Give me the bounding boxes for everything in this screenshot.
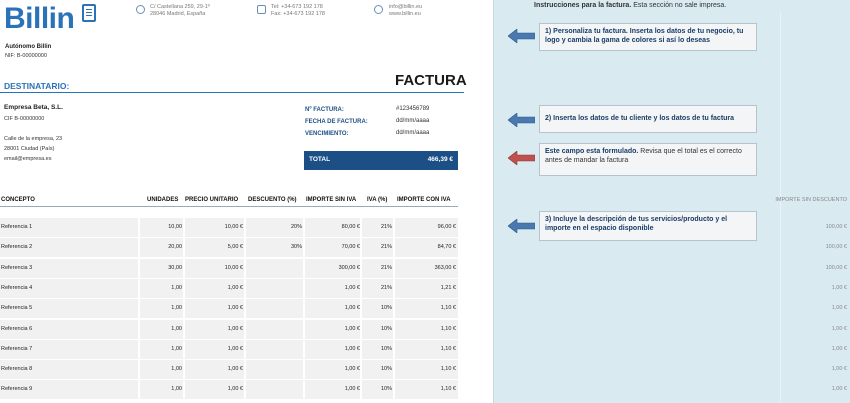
instruction-note-4-text: 3) Incluye la descripción de tus servicios/producto y el importe en el espacio disponible: [545, 216, 728, 232]
instruction-note-3-bold: Este campo esta formulado.: [545, 148, 639, 155]
total-label: TOTAL: [309, 156, 331, 163]
recipient-street: Calle de la empresa, 23: [4, 136, 63, 142]
contact-email: info@billin.eu: [389, 4, 423, 10]
table-cell: [246, 380, 302, 399]
table-row: [0, 218, 458, 237]
issuer-name: Autónomo Billin: [5, 44, 52, 50]
table-cell: 21%: [380, 264, 392, 271]
table-cell: 80,00 €: [341, 224, 360, 230]
table-cell: 1,00: [171, 325, 182, 332]
table-cell: [246, 299, 302, 318]
panel-heading-bold: Instrucciones para la factura.: [534, 2, 632, 9]
table-cell: 96,00 €: [437, 224, 456, 230]
invoice-due-label: VENCIMIENTO:: [305, 131, 349, 137]
table-cell: 21%: [380, 284, 392, 291]
table-cell: 10%: [380, 325, 392, 332]
table-cell: 30,00: [168, 264, 182, 271]
table-cell: 1,00: [171, 305, 182, 312]
table-cell: 84,70 €: [437, 244, 456, 251]
address-line-2: 28046 Madrid, España: [150, 11, 206, 17]
table-cell: [246, 279, 302, 298]
table-cell: 10%: [380, 366, 392, 373]
recipient-section-title: DESTINATARIO:: [4, 81, 70, 91]
table-row: [0, 320, 458, 339]
table-cell: 10,00 €: [224, 224, 243, 230]
arrow-left-icon: [508, 113, 535, 127]
side-value: 1,00 €: [831, 284, 847, 291]
instruction-note-3: [539, 143, 757, 176]
recipient-cif: CIF B-00000000: [4, 116, 45, 122]
contact-fax: Fax: +34-673 192 178: [271, 11, 325, 17]
invoice-date: dd/mm/aaaa: [396, 118, 430, 124]
table-cell: 1,21 €: [440, 284, 456, 291]
table-cell: [246, 340, 302, 359]
table-row: [0, 299, 458, 318]
table-row: [0, 360, 458, 379]
table-cell: 363,00 €: [434, 264, 456, 271]
side-value: 1,00 €: [831, 386, 847, 393]
table-cell: 1,00 €: [344, 386, 360, 393]
table-cell: 10%: [380, 305, 392, 312]
table-cell: 1,10 €: [440, 366, 456, 373]
table-cell: 10,00: [168, 224, 182, 230]
arrow-left-icon: [508, 29, 535, 43]
table-cell: 1,00 €: [227, 345, 243, 352]
table-cell: [246, 360, 302, 379]
table-cell: 1,00: [171, 386, 182, 393]
total-amount: 466,39 €: [427, 156, 453, 163]
table-cell: 10,00 €: [224, 264, 243, 271]
table-cell: [246, 259, 302, 278]
billin-logo: Billin: [4, 2, 75, 35]
table-row: [0, 380, 458, 399]
table-cell: 1,10 €: [440, 386, 456, 393]
instruction-note-3-rest: Revisa que el total es el correcto antes de mandar la factura: [545, 148, 742, 164]
contact-tel: Tel: +34-673 192 178: [271, 4, 323, 10]
header-divider: [0, 92, 464, 93]
instruction-note-1: [539, 23, 757, 51]
table-cell: 20%: [290, 224, 302, 230]
arrow-left-icon: [508, 219, 535, 233]
table-cell: Referencia 4: [1, 284, 33, 291]
table-cell: 1,00: [171, 345, 182, 352]
arrow-left-warning-icon: [508, 151, 535, 165]
side-value: 1,00 €: [831, 366, 847, 373]
table-row: [0, 238, 458, 257]
issuer-nif: NIF: B-00000000: [5, 53, 47, 59]
invoice-date-label: FECHA DE FACTURA:: [305, 119, 368, 125]
document-logo-icon: [82, 4, 96, 22]
table-cell: Referencia 5: [1, 305, 33, 312]
column-gridline: [780, 12, 781, 403]
table-cell: 1,10 €: [440, 305, 456, 312]
table-cell: [246, 320, 302, 339]
table-cell: 21%: [380, 244, 392, 251]
side-value: 1,00 €: [831, 325, 847, 332]
table-row: [0, 340, 458, 359]
col-unidades: UNIDADES: [147, 197, 179, 203]
table-cell: 1,00: [171, 366, 182, 373]
address-line-1: C/ Castellana 259, 29-1º: [150, 4, 210, 10]
table-cell: 1,00 €: [227, 386, 243, 393]
table-cell: 20,00: [168, 244, 182, 251]
instructions-panel: [493, 0, 850, 403]
table-cell: 1,00 €: [344, 366, 360, 373]
table-cell: Referencia 7: [1, 345, 33, 352]
table-cell: 10%: [380, 345, 392, 352]
invoice-number: #123456789: [396, 106, 430, 112]
table-cell: 30%: [290, 244, 302, 251]
panel-heading-rest: Esta sección no sale impresa.: [631, 2, 727, 9]
invoice-title: FACTURA: [395, 72, 467, 89]
recipient-company: Empresa Beta, S.L.: [4, 104, 63, 111]
instruction-note-2-text: 2) Inserta los datos de tu cliente y los datos de tu factura: [545, 115, 735, 122]
table-cell: 70,00 €: [341, 244, 360, 251]
table-cell: 1,00 €: [227, 366, 243, 373]
table-cell: Referencia 3: [1, 264, 33, 271]
table-cell: Referencia 1: [1, 224, 33, 230]
side-value: 1,00 €: [831, 305, 847, 312]
table-cell: Referencia 9: [1, 386, 33, 393]
table-cell: 1,10 €: [440, 325, 456, 332]
table-cell: 1,00 €: [227, 284, 243, 291]
total-box: [304, 151, 458, 170]
phone-icon: [257, 5, 266, 14]
instruction-note-1-text: 1) Personaliza tu factura. Inserta los datos de tu negocio, tu logo y cambia la gama de colores si así lo deseas: [545, 28, 744, 44]
location-icon: [136, 5, 145, 14]
col-concepto: CONCEPTO: [1, 197, 35, 203]
contact-web: www.billin.eu: [389, 11, 421, 17]
table-cell: Referencia 6: [1, 325, 33, 332]
table-cell: 21%: [380, 224, 392, 230]
table-cell: 1,00 €: [344, 325, 360, 332]
panel-heading: [534, 2, 726, 9]
col-importe-sin-iva: IMPORTE SIN IVA: [306, 197, 357, 203]
col-precio-unitario: PRECIO UNITARIO: [185, 197, 239, 203]
instruction-note-4: [539, 211, 757, 241]
table-row: [0, 259, 458, 278]
side-value: 100,00 €: [825, 244, 847, 251]
table-cell: Referencia 8: [1, 366, 33, 373]
table-cell: 1,00 €: [227, 305, 243, 312]
recipient-email: email@empresa.es: [4, 156, 52, 162]
side-value: 1,00 €: [831, 345, 847, 352]
table-cell: 1,00: [171, 284, 182, 291]
recipient-city: 28001 Ciudad (País): [4, 146, 55, 152]
col-importe-con-iva: IMPORTE CON IVA: [397, 197, 451, 203]
side-value: 100,00 €: [825, 264, 847, 271]
invoice-number-label: Nº FACTURA:: [305, 107, 344, 113]
side-column-header: IMPORTE SIN DESCUENTO: [775, 197, 847, 203]
table-cell: 1,00 €: [344, 305, 360, 312]
table-cell: Referencia 2: [1, 244, 33, 251]
col-iva: IVA (%): [367, 197, 388, 203]
invoice-due: dd/mm/aaaa: [396, 130, 430, 136]
side-value: 100,00 €: [825, 224, 847, 230]
table-row: [0, 279, 458, 298]
table-cell: 1,00 €: [227, 325, 243, 332]
table-cell: 1,10 €: [440, 345, 456, 352]
table-cell: 300,00 €: [338, 264, 360, 271]
globe-icon: [374, 5, 383, 14]
table-cell: 10%: [380, 386, 392, 393]
table-cell: 1,00 €: [344, 345, 360, 352]
table-cell: 5,00 €: [227, 244, 243, 251]
table-header-rule: [0, 206, 458, 207]
table-cell: 1,00 €: [344, 284, 360, 291]
instruction-note-2: [539, 105, 757, 133]
col-descuento: DESCUENTO (%): [248, 197, 297, 203]
